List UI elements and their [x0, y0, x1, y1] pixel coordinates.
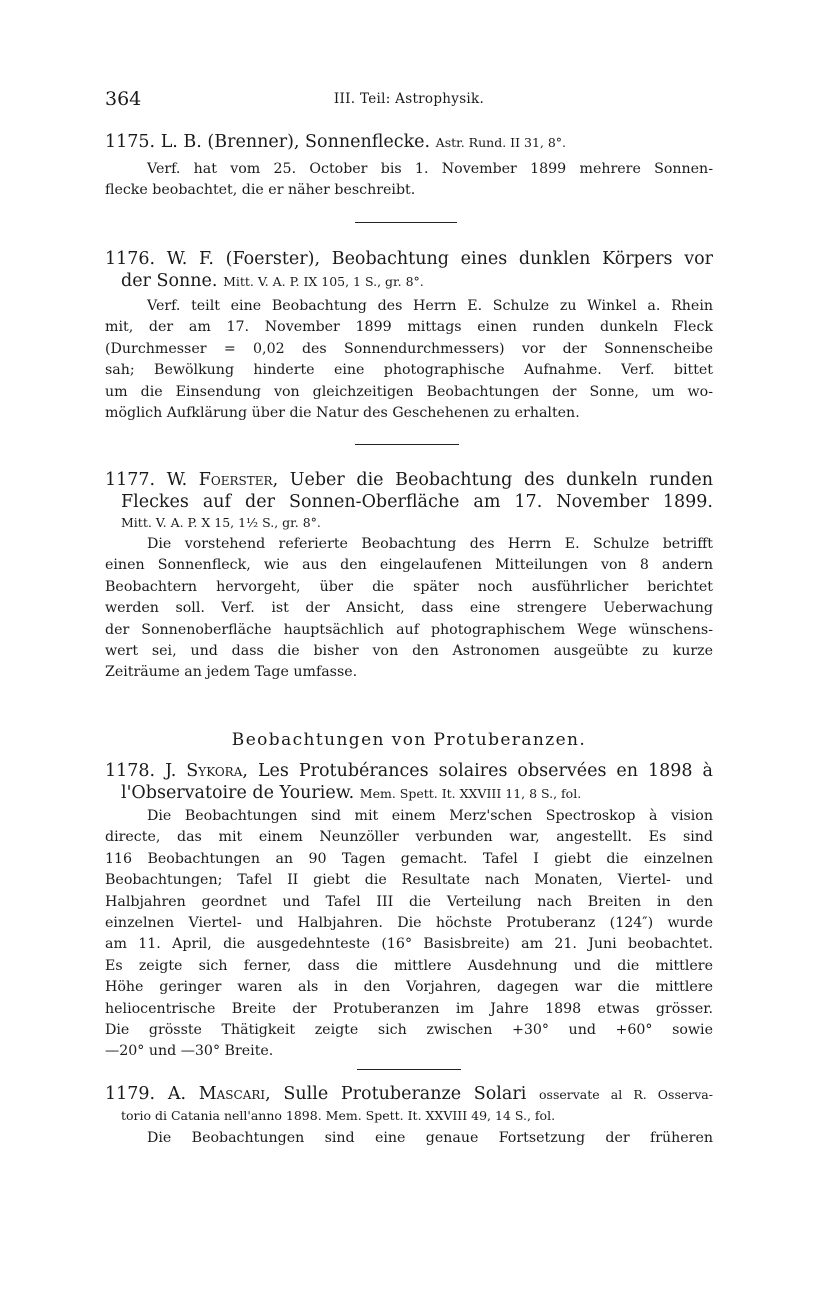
entry-title-cont: der Sonne. — [121, 271, 218, 291]
entry-author: J. Sykora, — [165, 761, 248, 781]
entry-heading — [105, 1083, 713, 1126]
text-line: sah; Bewölkung hinderte eine photographische Aufnahme. Verf. bittet — [105, 362, 713, 379]
text-line: Halbjahren geordnet und Tafel III die Verteilung nach Breiten in den — [105, 893, 713, 910]
entry-1177 — [105, 469, 713, 684]
entry-title: W. F. (Foerster), Beobachtung eines dunklen Körpers vor — [166, 249, 713, 269]
entry-heading — [105, 248, 713, 293]
text-line: am 11. April, die ausgedehnteste (16° Basisbreite) am 21. Juni beobachtet. — [105, 936, 713, 953]
entry-number: 1178. — [105, 761, 156, 781]
text-line: wert sei, und dass die bisher von den Astronomen ausgeübte zu kurze — [105, 643, 713, 660]
entry-number: 1179. — [105, 1084, 156, 1104]
text-line: Beobachtungen; Tafel II giebt die Resultate nach Monaten, Viertel- und — [105, 872, 713, 889]
entry-citation: Mitt. V. A. P. IX 105, 1 S., gr. 8°. — [223, 274, 424, 289]
separator-rule — [355, 222, 457, 223]
entry-citation: Mem. Spett. It. XXVIII 49, 14 S., fol. — [325, 1108, 556, 1123]
text-line: Die Beobachtungen sind mit einem Merz'schen Spectroskop à vision — [147, 808, 713, 824]
text-line: Die Beobachtungen sind eine genaue Fortsetzung der früheren — [147, 1130, 713, 1146]
entry-title-small: osservate al R. Osserva- — [539, 1087, 713, 1102]
entry-heading — [105, 760, 713, 805]
entry-abstract — [105, 534, 713, 684]
entry-abstract — [105, 806, 713, 1063]
entry-1178 — [105, 760, 713, 1063]
text-line: (Durchmesser = 0,02 des Sonnendurchmessers) vor der Sonnenscheibe — [105, 340, 713, 357]
page-content — [105, 0, 713, 1299]
entry-1176 — [105, 248, 713, 424]
entry-title: Sulle Protuberanze Solari — [283, 1084, 527, 1104]
text-line: einzelnen Viertel- und Halbjahren. Die höchste Protuberanz (124″) wurde — [105, 915, 713, 932]
entry-citation: Mem. Spett. It. XXVIII 11, 8 S., fol. — [359, 786, 582, 801]
text-line: Zeiträume an jedem Tage umfasse. — [105, 664, 358, 681]
entry-title-cont: torio di Catania nell'anno 1898. — [121, 1108, 322, 1123]
entry-title: Les Protubérances solaires observées en 1898 à — [257, 761, 713, 781]
text-line: Die grösste Thätigkeit zeigte sich zwischen +30° und +60° sowie — [105, 1022, 713, 1039]
text-line: 116 Beobachtungen an 90 Tagen gemacht. Tafel I giebt die einzelnen — [105, 850, 713, 867]
entry-citation: Astr. Rund. II 31, 8°. — [435, 135, 567, 150]
text-line: heliocentrische Breite der Protuberanzen im Jahre 1898 etwas grösser. — [105, 1000, 713, 1017]
text-line: mit, der am 17. November 1899 mittags einen runden dunkeln Fleck — [105, 319, 713, 336]
text-line: Beobachtern hervorgeht, über die später noch ausführlicher berichtet — [105, 578, 713, 595]
entry-citation: Mitt. V. A. P. X 15, 1½ S., gr. 8°. — [121, 515, 321, 530]
entry-author: A. Mascari, — [167, 1084, 271, 1104]
text-line: werden soll. Verf. ist der Ansicht, dass eine strengere Ueberwachung — [105, 600, 713, 617]
text-line: Höhe geringer waren als in den Vorjahren, dagegen war die mittlere — [105, 979, 713, 996]
text-line: directe, das mit einem Neunzöller verbunden war, angestellt. Es sind — [105, 829, 713, 846]
entry-1175 — [105, 131, 713, 202]
text-line: möglich Aufklärung über die Natur des Geschehenen zu erhalten. — [105, 405, 580, 422]
text-line: der Sonnenoberfläche hauptsächlich auf photographischem Wege wünschens- — [105, 621, 713, 638]
entry-abstract — [105, 1128, 713, 1149]
entry-number: 1176. — [105, 249, 156, 269]
entry-title: L. B. (Brenner), Sonnenflecke. — [160, 132, 431, 152]
running-head — [105, 88, 713, 112]
text-line: —20° und —30° Breite. — [105, 1043, 274, 1060]
separator-rule — [357, 1069, 461, 1070]
text-line: Verf. teilt eine Beobachtung des Herrn E. Schulze zu Winkel a. Rhein — [147, 298, 713, 314]
entry-number: 1177. — [105, 470, 156, 490]
entry-abstract — [105, 296, 713, 424]
entry-title-cont: Fleckes auf der Sonnen-Oberfläche am 17. November 1899. — [121, 492, 713, 512]
text-line: um die Einsendung von gleichzeitigen Beobachtungen der Sonne, um wo- — [105, 383, 713, 400]
entry-title: Ueber die Beobachtung des dunkeln runden — [289, 470, 713, 490]
entry-abstract — [105, 159, 713, 202]
page-number: 364 — [105, 88, 142, 110]
entry-1179 — [105, 1083, 713, 1149]
text-line: Verf. hat vom 25. October bis 1. November 1899 mehrere Sonnen- — [147, 161, 713, 177]
entry-author: W. Foerster, — [166, 470, 279, 490]
text-line: flecke beobachtet, die er näher beschreibt. — [105, 182, 416, 199]
entry-heading — [105, 469, 713, 533]
running-title: III. Teil: Astrophysik. — [333, 91, 485, 107]
text-line: Es zeigte sich ferner, dass die mittlere Ausdehnung und die mittlere — [105, 957, 713, 974]
separator-rule — [355, 444, 459, 445]
entry-heading — [105, 131, 713, 154]
text-line: Die vorstehend referierte Beobachtung des Herrn E. Schulze betrifft — [147, 536, 713, 552]
entry-title-cont: l'Observatoire de Youriew. — [121, 783, 355, 803]
section-heading: Beobachtungen von Protuberanzen. — [231, 730, 587, 750]
text-line: einen Sonnenfleck, wie aus den eingelaufenen Mitteilungen von 8 andern — [105, 557, 713, 574]
entry-number: 1175. — [105, 132, 156, 152]
